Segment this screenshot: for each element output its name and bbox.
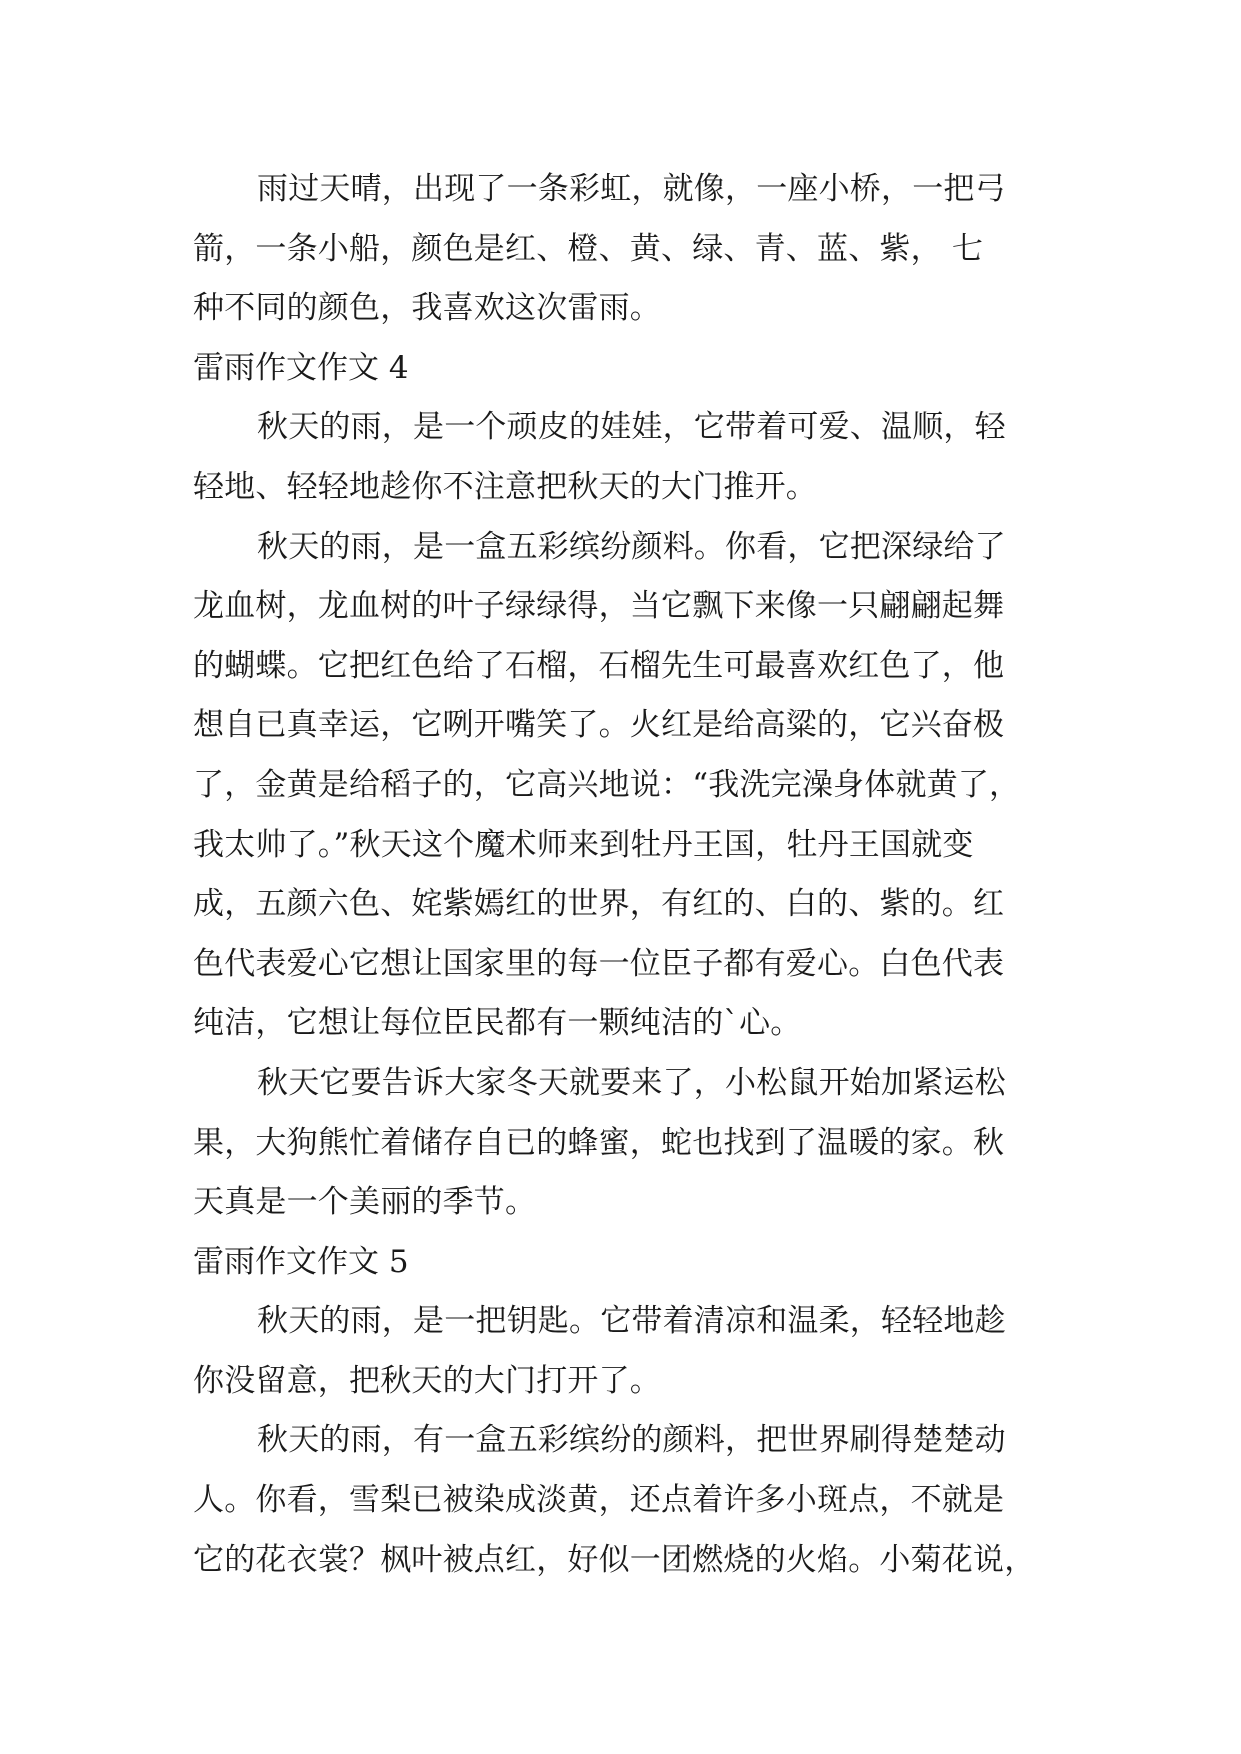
paragraph-line: 的蝴蝶。它把红色给了石榴，石榴先生可最喜欢红色了，他 [193, 647, 1005, 684]
paragraph-line: 龙血树，龙血树的叶子绿绿得，当它飘下来像一只翩翩起舞 [193, 588, 1005, 625]
document-page [193, 160, 1053, 1590]
paragraph-line: 它的花衣裳？枫叶被点红，好似一团燃烧的火焰。小菊花说， [193, 1541, 1036, 1578]
paragraph-line: 了，金黄是给稻子的，它高兴地说：“我洗完澡身体就黄了， [193, 766, 1021, 803]
paragraph-line: 纯洁，它想让每位臣民都有一颗纯洁的`心。 [193, 1005, 802, 1042]
section-heading: 雷雨作文作文 5 [193, 1243, 409, 1280]
paragraph-line: 成，五颜六色、姹紫嫣红的世界，有红的、白的、紫的。红 [193, 886, 1005, 923]
section-heading: 雷雨作文作文 4 [193, 349, 409, 386]
paragraph-line: 种不同的颜色，我喜欢这次雷雨。 [193, 290, 661, 327]
paragraph-line: 人。你看，雪梨已被染成淡黄，还点着许多小斑点，不就是 [193, 1482, 1005, 1519]
paragraph-line: 秋天它要告诉大家冬天就要来了，小松鼠开始加紧运松 [257, 1064, 1006, 1101]
paragraph-line: 你没留意，把秋天的大门打开了。 [193, 1362, 661, 1399]
paragraph-line: 轻地、轻轻地趁你不注意把秋天的大门推开。 [193, 468, 817, 505]
paragraph-line: 秋天的雨，是一个顽皮的娃娃，它带着可爱、温顺，轻 [257, 409, 1006, 446]
paragraph-line: 天真是一个美丽的季节。 [193, 1184, 537, 1221]
paragraph-line: 秋天的雨，是一盒五彩缤纷颜料。你看，它把深绿给了 [257, 528, 1006, 565]
paragraph-line: 我太帅了。”秋天这个魔术师来到牡丹王国，牡丹王国就变 [193, 826, 974, 863]
paragraph-line: 色代表爱心它想让国家里的每一位臣子都有爱心。白色代表 [193, 945, 1005, 982]
paragraph-line: 想自已真幸运，它咧开嘴笑了。火红是给高粱的，它兴奋极 [193, 707, 1005, 744]
paragraph-line: 秋天的雨，是一把钥匙。它带着清凉和温柔，轻轻地趁 [257, 1303, 1006, 1340]
paragraph-line: 雨过天晴，出现了一条彩虹，就像，一座小桥，一把弓 [257, 171, 1006, 207]
paragraph-line: 箭，一条小船，颜色是红、橙、黄、绿、青、蓝、紫， 七 [193, 230, 984, 267]
paragraph-line: 秋天的雨，有一盒五彩缤纷的颜料，把世界刷得楚楚动 [257, 1422, 1006, 1459]
paragraph-line: 果，大狗熊忙着储存自已的蜂蜜，蛇也找到了温暖的家。秋 [193, 1124, 1005, 1161]
